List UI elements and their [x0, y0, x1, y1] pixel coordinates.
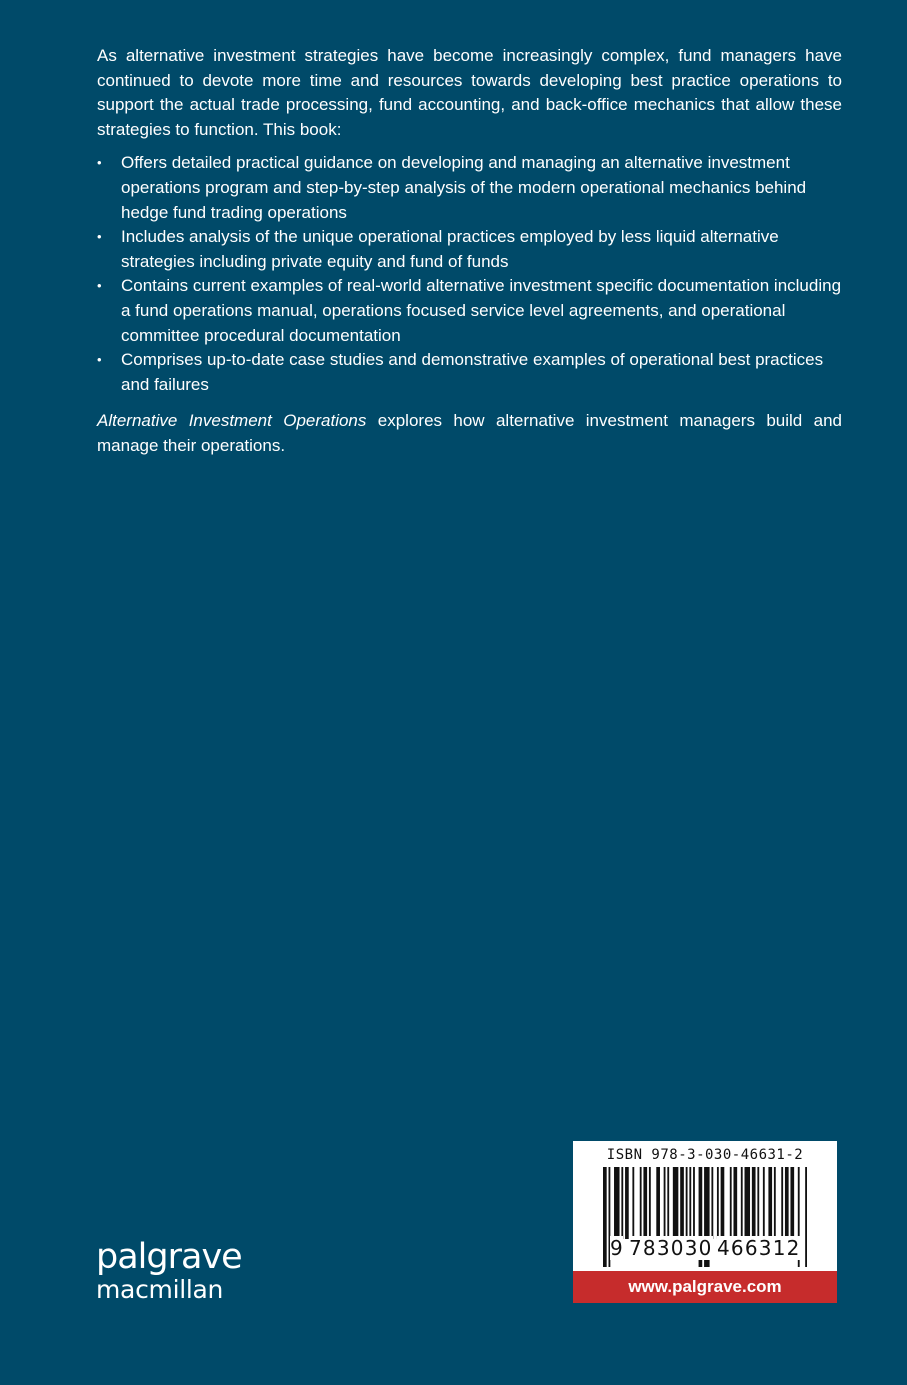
barcode-bar [621, 1167, 623, 1239]
barcode-digits-left: 783030 [629, 1236, 713, 1260]
barcode-bar [686, 1167, 688, 1239]
barcode-bar [656, 1167, 660, 1239]
bullet-icon: • [97, 155, 102, 171]
barcode-bar [733, 1167, 737, 1239]
barcode-bar [632, 1167, 634, 1239]
bullet-icon: • [97, 352, 102, 368]
logo-line-macmillan: macmillan [96, 1275, 224, 1304]
barcode-digits-right: 466312 [717, 1236, 801, 1260]
isbn-barcode-block [573, 1141, 837, 1303]
barcode-bar [790, 1167, 794, 1239]
barcode-bar [689, 1167, 691, 1239]
logo-line-palgrave: palgrave [96, 1237, 242, 1277]
barcode-bar [680, 1167, 684, 1239]
barcode-bar [730, 1167, 732, 1239]
feature-text: Contains current examples of real-world alternative investment specific documentation including a fund operations manual, operations focused service level agreements, and operational committee procedural documentation [121, 276, 842, 345]
publisher-url: www.palgrave.com [573, 1269, 837, 1303]
back-cover-blurb [97, 44, 842, 459]
barcode-bar [625, 1167, 629, 1239]
barcode-bar [667, 1167, 669, 1239]
feature-text: Includes analysis of the unique operational practices employed by less liquid alternative strategies including private equity and fund of funds [121, 227, 779, 271]
barcode-digit-first: 9 [610, 1236, 623, 1260]
feature-text: Offers detailed practical guidance on developing and managing an alternative investment operations program and step-by-step analysis of the modern operational mechanics behind hedge fund trading operations [121, 153, 807, 222]
isbn-label: ISBN 978-3-030-46631-2 [606, 1147, 804, 1163]
barcode-bar [717, 1167, 719, 1239]
barcode-bar [649, 1167, 651, 1239]
barcode-bar [768, 1167, 772, 1239]
barcode-bar [785, 1167, 789, 1239]
feature-item [97, 348, 842, 397]
barcode-bar [643, 1167, 647, 1239]
bullet-icon: • [97, 278, 102, 294]
barcode-bar [721, 1167, 725, 1239]
feature-list [97, 151, 842, 397]
closing-text: explores how alternative investment managers build and manage their operations. [97, 411, 842, 455]
bullet-icon: • [97, 229, 102, 245]
barcode-bar [664, 1167, 666, 1239]
barcode-bar [763, 1167, 765, 1239]
barcode-bar [693, 1167, 695, 1239]
barcode-digits [573, 1236, 837, 1258]
barcode-bar [774, 1167, 776, 1239]
barcode-bar [614, 1167, 620, 1239]
barcode-bar [752, 1167, 756, 1239]
intro-paragraph: As alternative investment strategies have become increasingly complex, fund managers have continued to devote more time and resources towards developing best practice operations to support the actual trade processing, fund accounting, and back-office mechanics that allow these strategies to function. This book: [97, 46, 842, 139]
book-title: Alternative Investment Operations [97, 411, 367, 431]
barcode-bar [781, 1167, 783, 1239]
barcode-bar [673, 1167, 679, 1239]
feature-item [97, 274, 842, 348]
barcode-bar [741, 1167, 743, 1239]
feature-item [97, 225, 842, 274]
barcode-bar [745, 1167, 751, 1239]
publisher-logo [96, 1237, 242, 1304]
barcode-bar [757, 1167, 759, 1239]
feature-text: Comprises up-to-date case studies and demonstrative examples of operational best practices and failures [121, 350, 824, 394]
barcode-bar [640, 1167, 642, 1239]
closing-paragraph [97, 409, 842, 458]
feature-item [97, 151, 842, 225]
barcode-bar [711, 1167, 713, 1239]
